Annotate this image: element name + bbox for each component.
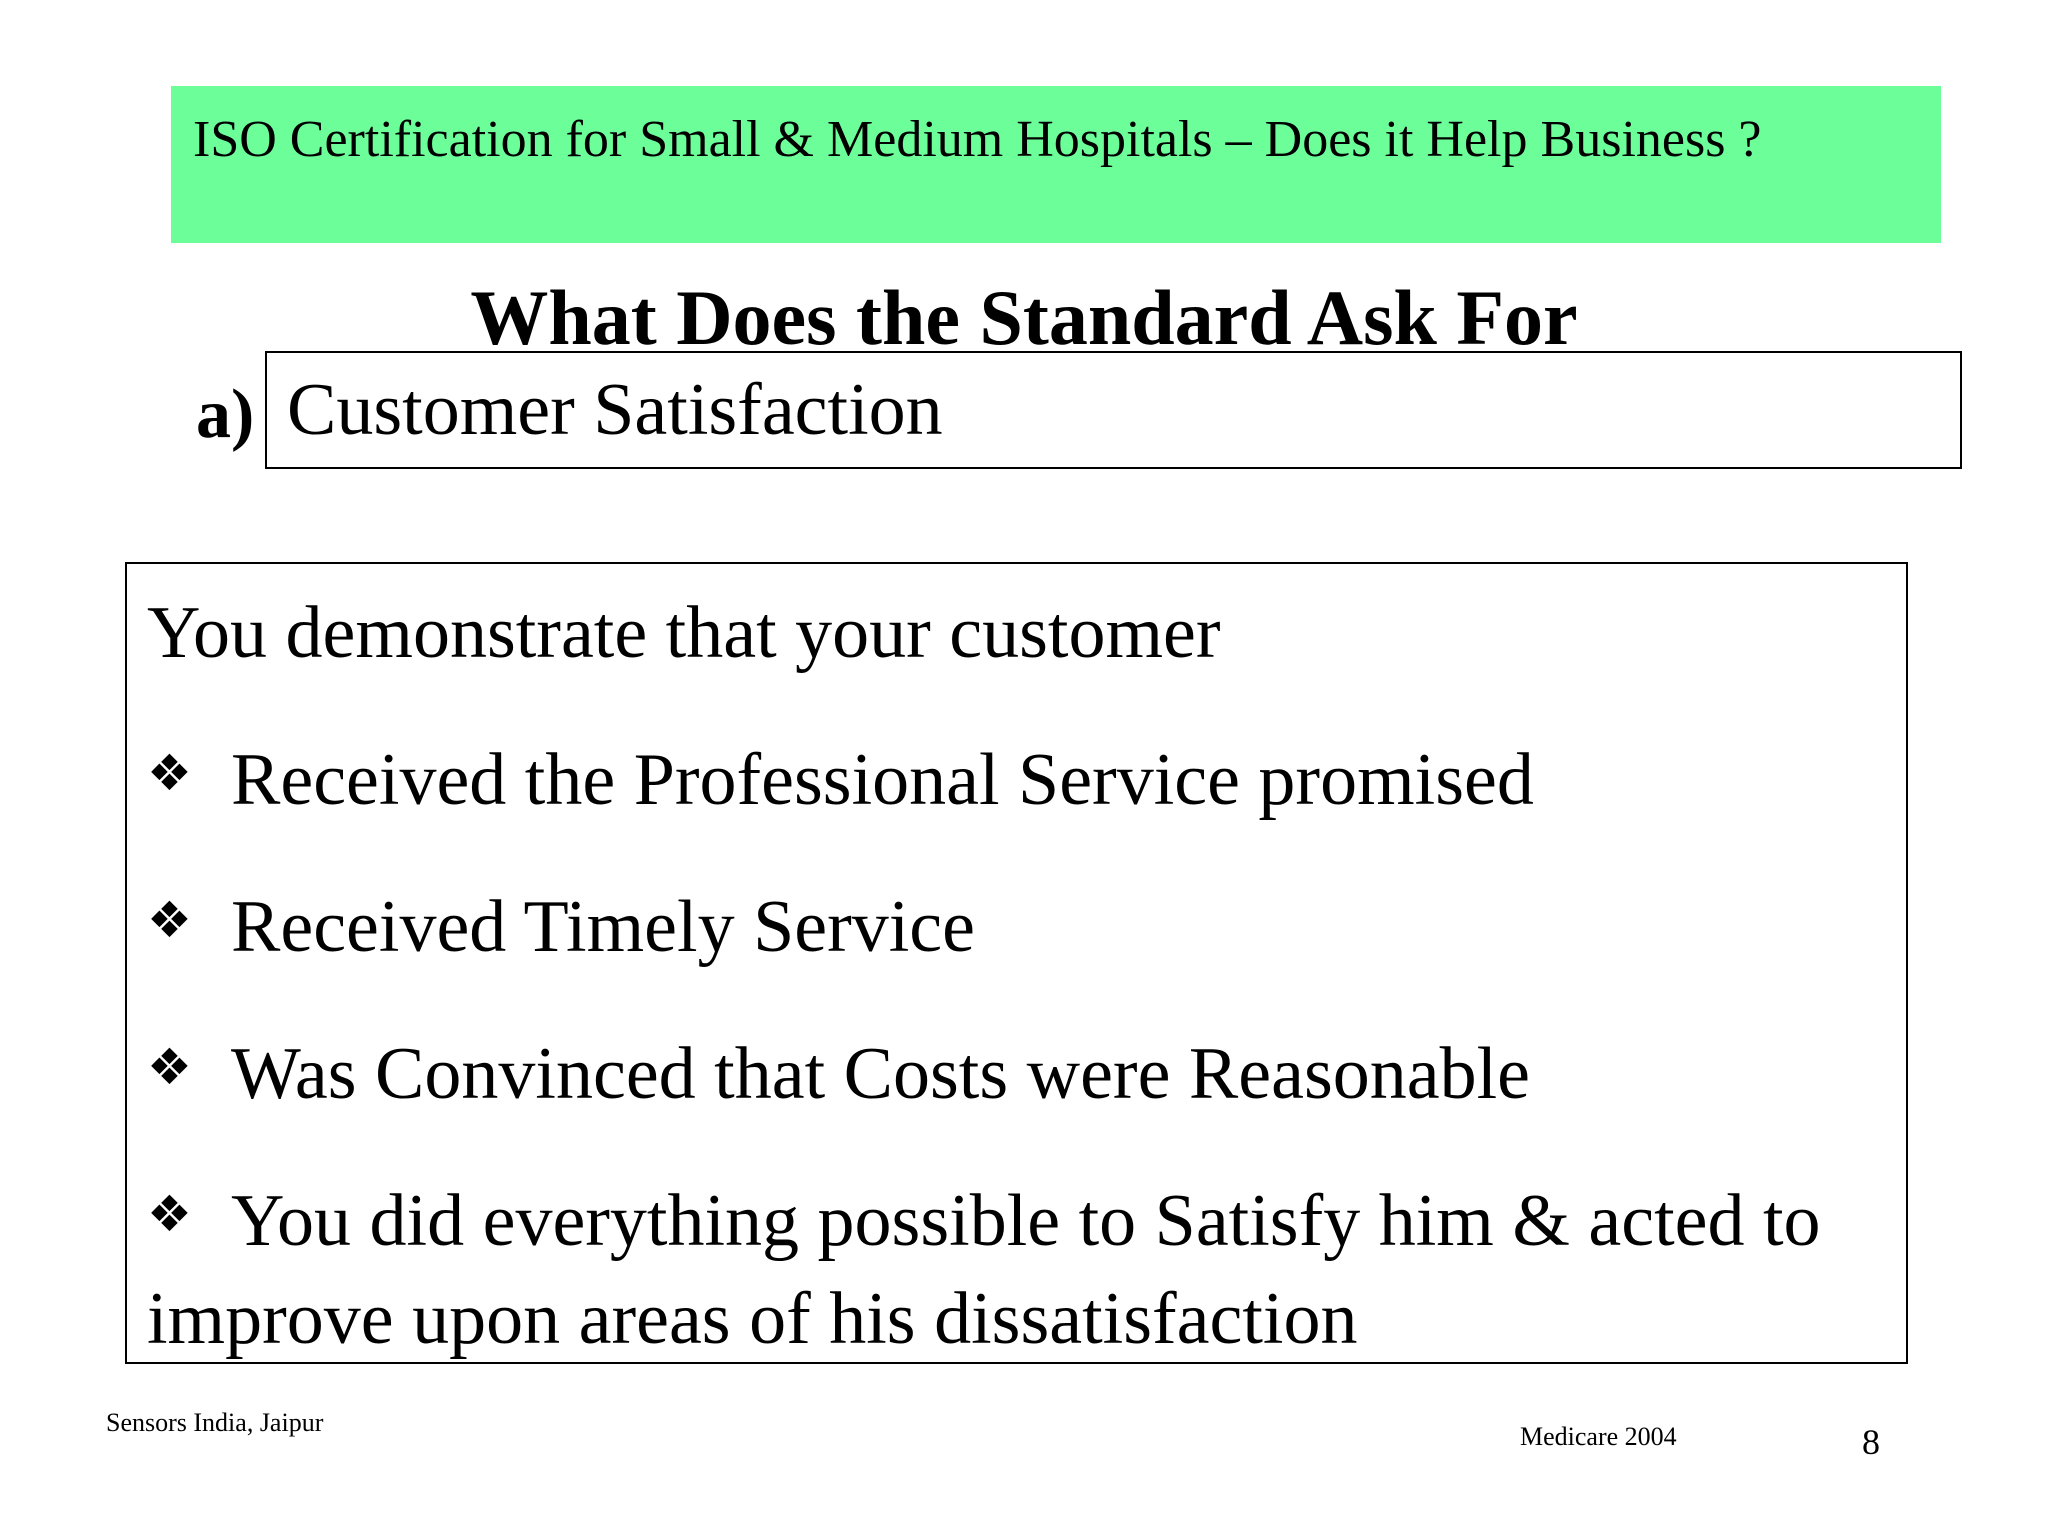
item-box	[265, 351, 1962, 469]
slide-heading: What Does the Standard Ask For	[470, 274, 1578, 361]
item-label: Customer Satisfaction	[287, 369, 943, 451]
slide-title-banner: ISO Certification for Small & Medium Hospitals – Does it Help Business ?	[171, 86, 1941, 243]
diamond-icon: ❖	[147, 1185, 192, 1243]
bullet-item	[147, 871, 975, 976]
bullet-item	[147, 1018, 1530, 1123]
diamond-icon: ❖	[147, 891, 192, 949]
diamond-icon: ❖	[147, 1038, 192, 1096]
bullet-text: Received the Professional Service promised	[231, 739, 1534, 821]
footer-event: Medicare 2004	[1520, 1422, 1677, 1451]
item-letter: a)	[196, 376, 255, 453]
diamond-icon: ❖	[147, 744, 192, 802]
bullet-text: You did everything possible to Satisfy him & acted to improve upon areas of his dissatisfaction	[147, 1180, 1821, 1360]
content-box	[125, 562, 1908, 1364]
bullet-item	[147, 1165, 1887, 1368]
bullet-item	[147, 724, 1534, 829]
content-intro: You demonstrate that your customer	[147, 592, 1221, 674]
footer-organization: Sensors India, Jaipur	[106, 1408, 324, 1437]
bullet-text: Received Timely Service	[231, 886, 975, 968]
slide-number: 8	[1862, 1422, 1880, 1462]
bullet-text: Was Convinced that Costs were Reasonable	[231, 1033, 1531, 1115]
